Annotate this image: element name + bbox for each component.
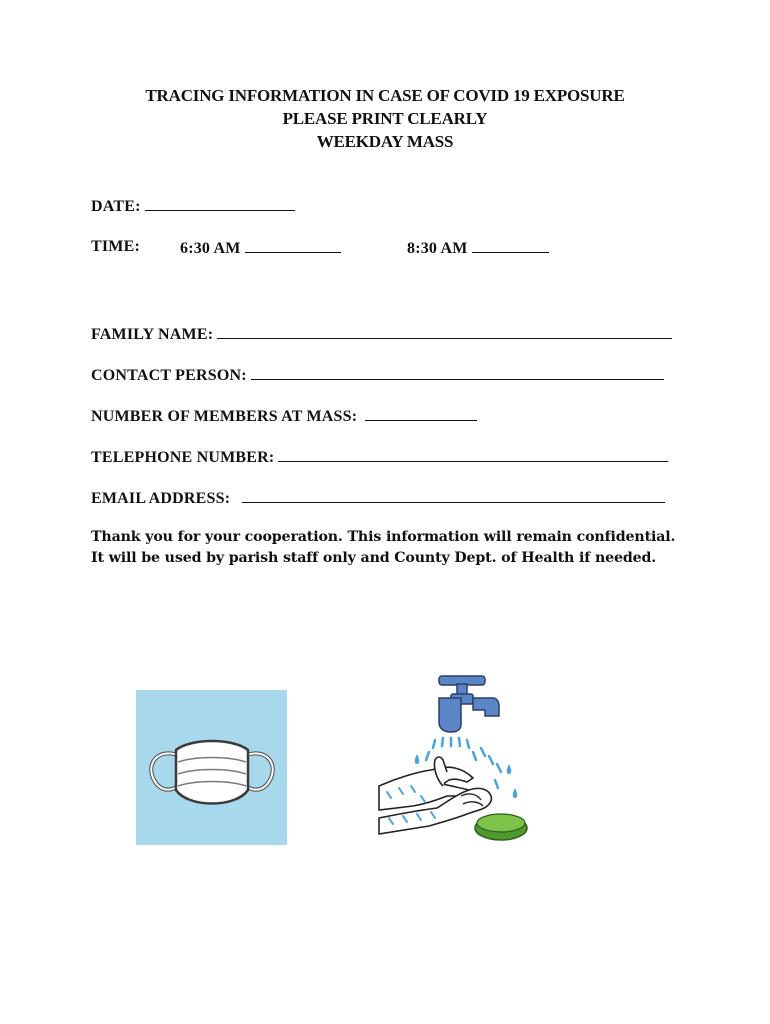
members-blank[interactable] [365, 406, 477, 421]
title-line-1: TRACING INFORMATION IN CASE OF COVID 19 EXPOSURE [145, 86, 625, 105]
handwashing-drawing [377, 668, 549, 846]
note-line-2: It will be used by parish staff only and County Dept. of Health if needed. [91, 550, 657, 566]
note-line-1: Thank you for your cooperation. This information will remain confidential. [91, 529, 676, 545]
contact-person-field [91, 365, 664, 385]
family-name-field [91, 324, 672, 344]
time-option-1-blank[interactable] [245, 238, 341, 253]
members-field [91, 406, 477, 426]
email-field [91, 488, 665, 508]
telephone-label: TELEPHONE NUMBER: [91, 449, 275, 466]
time-option-1 [180, 238, 341, 258]
contact-person-label: CONTACT PERSON: [91, 367, 247, 384]
date-field [91, 196, 295, 216]
time-label: TIME: [91, 238, 140, 255]
time-option-2-blank[interactable] [472, 238, 549, 253]
confidentiality-note [91, 527, 675, 569]
time-option-1-label: 6:30 AM [180, 240, 241, 257]
face-mask-icon [136, 690, 287, 845]
form-header [0, 84, 770, 153]
title-line-2: PLEASE PRINT CLEARLY [282, 109, 488, 128]
family-name-label: FAMILY NAME: [91, 326, 214, 343]
members-label: NUMBER OF MEMBERS AT MASS: [91, 408, 358, 425]
face-mask-drawing [136, 690, 287, 845]
time-option-2 [407, 238, 549, 258]
telephone-field [91, 447, 668, 467]
telephone-blank[interactable] [278, 447, 668, 462]
time-option-2-label: 8:30 AM [407, 240, 468, 257]
handwashing-icon [377, 668, 549, 846]
date-blank[interactable] [145, 196, 295, 211]
email-blank[interactable] [242, 488, 665, 503]
contact-person-blank[interactable] [251, 365, 664, 380]
date-label: DATE: [91, 198, 141, 215]
family-name-blank[interactable] [217, 324, 672, 339]
time-field [91, 238, 140, 256]
email-label: EMAIL ADDRESS: [91, 490, 231, 507]
title-line-3: WEEKDAY MASS [316, 132, 454, 151]
